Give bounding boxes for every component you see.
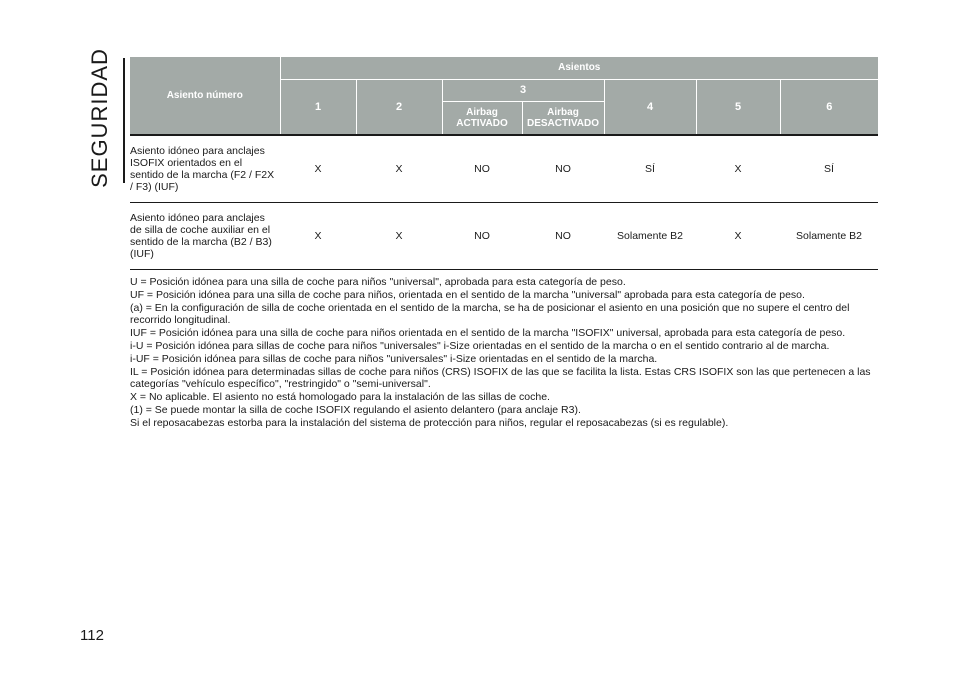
col-header-6: 6 [780,79,878,135]
table-body [130,135,878,269]
col-header-4: 4 [604,79,696,135]
group-header-asientos: Asientos [280,57,878,79]
table-cell: Solamente B2 [780,202,878,269]
seat-compatibility-table [130,57,878,270]
table-cell: NO [442,202,522,269]
legend-notes [130,276,878,430]
table-cell: NO [522,202,604,269]
subcol-airbag-desactivado: Airbag DESACTIVADO [522,101,604,135]
table-cell: X [696,135,780,202]
table-cell: Solamente B2 [604,202,696,269]
col-header-1: 1 [280,79,356,135]
table-cell: SÍ [604,135,696,202]
table-cell: X [696,202,780,269]
page-number: 112 [80,627,104,644]
col-header-5: 5 [696,79,780,135]
note-line: U = Posición idónea para una silla de coche para niños "universal", aprobada para esta categoría de peso. [130,276,626,288]
note-line: i-U = Posición idónea para sillas de coche para niños "universales" i-Size orientadas en el sentido de la marcha o en el sentido contrario al de marcha. [130,340,830,352]
note-line: UF = Posición idónea para una silla de coche para niños, orientada en el sentido de la marcha "universal" aprobada para esta categoría de peso. [130,289,805,301]
col-header-2: 2 [356,79,442,135]
section-title [82,48,118,188]
section-divider [123,58,125,183]
note-line: IUF = Posición idónea para una silla de coche para niños orientada en el sentido de la marcha "ISOFIX" universal, aprobada para esta categoría de peso. [130,327,846,339]
table-cell: X [356,202,442,269]
table-cell: X [280,135,356,202]
note-line: (1) = Se puede montar la silla de coche ISOFIX regulando el asiento delantero (para anclaje R3). [130,404,581,416]
table-header [130,57,878,135]
note-line: IL = Posición idónea para determinadas sillas de coche para niños (CRS) ISOFIX de las que se facilita la lista. Estas CRS ISOFIX son las que pertenecen a las categorías "vehículo específico", "restringido" o "semi-universal". [130,366,871,390]
table-cell: NO [442,135,522,202]
table-cell: X [280,202,356,269]
table-row [130,135,878,202]
col-header-3: 3 [442,79,604,101]
table-row [130,202,878,269]
table [130,57,878,270]
note-line: (a) = En la configuración de silla de coche orientada en el sentido de la marcha, se ha de posicionar el asiento en una posición que no supere el centro del recorrido longitudinal. [130,302,850,326]
note-line: i-UF = Posición idónea para sillas de coche para niños "universales" i-Size orientadas en el sentido de la marcha. [130,353,658,365]
table-cell: SÍ [780,135,878,202]
section-title-text: SEGURIDAD [87,48,113,188]
note-line: X = No aplicable. El asiento no está homologado para la instalación de las sillas de coche. [130,391,550,403]
row-label: Asiento idóneo para anclajes de silla de coche auxiliar en el sentido de la marcha (B2 / B3) (IUF) [130,202,280,269]
subcol-airbag-activado: Airbag ACTIVADO [442,101,522,135]
table-cell: X [356,135,442,202]
row-header: Asiento número [130,57,280,135]
note-line: Si el reposacabezas estorba para la instalación del sistema de protección para niños, regular el reposacabezas (si es regulable). [130,417,729,429]
table-cell: NO [522,135,604,202]
row-label: Asiento idóneo para anclajes ISOFIX orientados en el sentido de la marcha (F2 / F2X / F3) (IUF) [130,135,280,202]
